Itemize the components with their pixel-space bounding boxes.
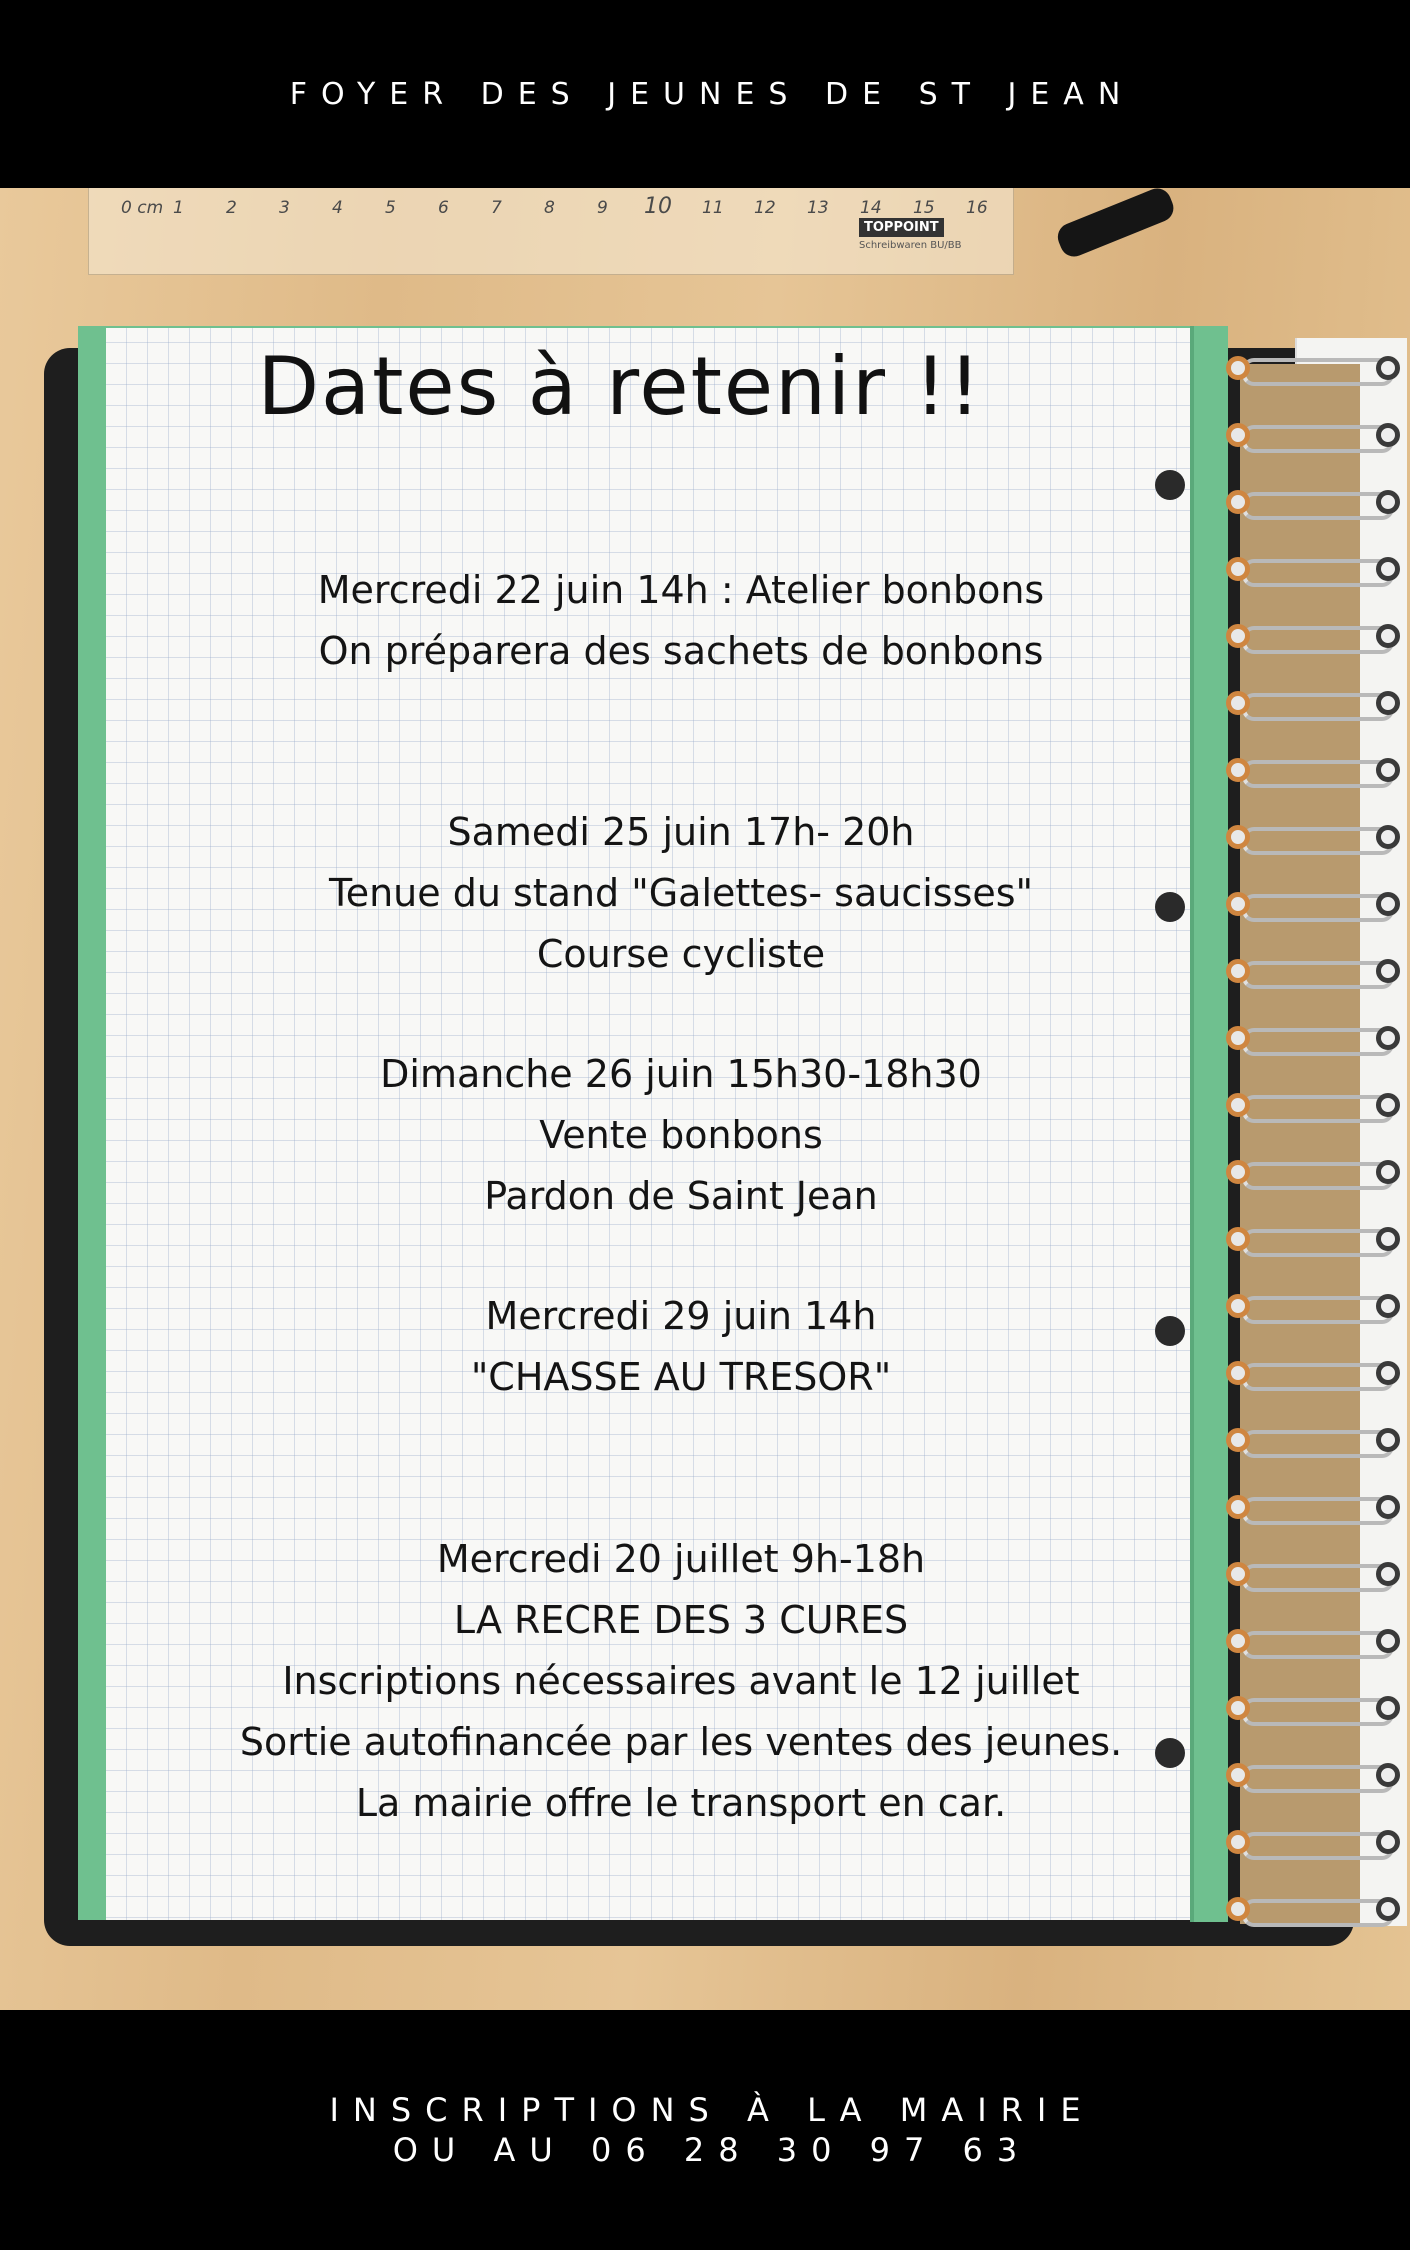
event-block bbox=[106, 1286, 1256, 1408]
event-block bbox=[106, 1529, 1256, 1834]
event-line: Vente bonbons bbox=[539, 1113, 823, 1157]
event-line: La mairie offre le transport en car. bbox=[355, 1781, 1007, 1825]
event-line: Mercredi 20 juillet 9h-18h bbox=[436, 1537, 926, 1581]
footer-line-2: OU AU 06 28 30 97 63 bbox=[392, 2131, 1032, 2169]
ruler-number: 3 bbox=[279, 198, 290, 218]
event-line: Pardon de Saint Jean bbox=[484, 1174, 878, 1218]
spiral-ring bbox=[1226, 758, 1402, 782]
ruler-number: 13 bbox=[807, 198, 829, 218]
ruler-number: 2 bbox=[226, 198, 237, 218]
ruler-number: 6 bbox=[438, 198, 449, 218]
event-line: Mercredi 29 juin 14h bbox=[485, 1294, 877, 1338]
ruler-number: 1 bbox=[173, 198, 184, 218]
event-line: On préparera des sachets de bonbons bbox=[318, 629, 1044, 673]
event-block bbox=[106, 1044, 1256, 1227]
ruler-number: 5 bbox=[385, 198, 396, 218]
page-title: Dates à retenir !! bbox=[257, 340, 983, 433]
ruler bbox=[88, 188, 1014, 275]
spiral-ring bbox=[1226, 356, 1402, 380]
ruler-number: 16 bbox=[966, 198, 988, 218]
ruler-brand-logo: TOPPOINT bbox=[859, 218, 944, 237]
spiral-ring bbox=[1226, 1227, 1402, 1251]
spiral-ring bbox=[1226, 691, 1402, 715]
footer-line-1: INSCRIPTIONS À LA MAIRIE bbox=[329, 2091, 1095, 2129]
spiral-ring bbox=[1226, 423, 1402, 447]
ruler-number: 0 cm bbox=[121, 198, 164, 218]
ruler-number: 4 bbox=[332, 198, 343, 218]
ruler-number: 14 bbox=[860, 198, 882, 218]
event-block bbox=[106, 560, 1256, 682]
spiral-ring bbox=[1226, 1495, 1402, 1519]
marker-pen bbox=[1054, 184, 1178, 260]
footer-bar bbox=[0, 2010, 1410, 2250]
event-line: Tenue du stand "Galettes- saucisses" bbox=[328, 871, 1034, 915]
ruler-number: 7 bbox=[491, 198, 502, 218]
ruler-number: 12 bbox=[754, 198, 776, 218]
ruler-number: 9 bbox=[597, 198, 608, 218]
organization-name: FOYER DES JEUNES DE ST JEAN bbox=[289, 76, 1135, 112]
punch-hole bbox=[1155, 470, 1185, 500]
spiral-ring bbox=[1226, 1897, 1402, 1921]
event-line: Samedi 25 juin 17h- 20h bbox=[447, 810, 915, 854]
event-line: "CHASSE AU TRESOR" bbox=[470, 1355, 892, 1399]
ruler-number: 11 bbox=[702, 198, 724, 218]
event-line: LA RECRE DES 3 CURES bbox=[453, 1598, 909, 1642]
spiral-ring bbox=[1226, 490, 1402, 514]
event-line: Sortie autofinancée par les ventes des jeunes. bbox=[239, 1720, 1123, 1764]
event-line: Course cycliste bbox=[536, 932, 826, 976]
event-block bbox=[106, 802, 1256, 985]
event-line: Dimanche 26 juin 15h30-18h30 bbox=[380, 1052, 982, 1096]
ruler-number: 15 bbox=[913, 198, 935, 218]
ruler-number: 8 bbox=[544, 198, 555, 218]
ruler-brand-sub: Schreibwaren BU/BB bbox=[859, 240, 962, 251]
ruler-number: 10 bbox=[644, 194, 672, 219]
header-bar bbox=[0, 0, 1410, 188]
spiral-ring bbox=[1226, 1428, 1402, 1452]
event-line: Inscriptions nécessaires avant le 12 juillet bbox=[282, 1659, 1080, 1703]
event-line: Mercredi 22 juin 14h : Atelier bonbons bbox=[317, 568, 1045, 612]
